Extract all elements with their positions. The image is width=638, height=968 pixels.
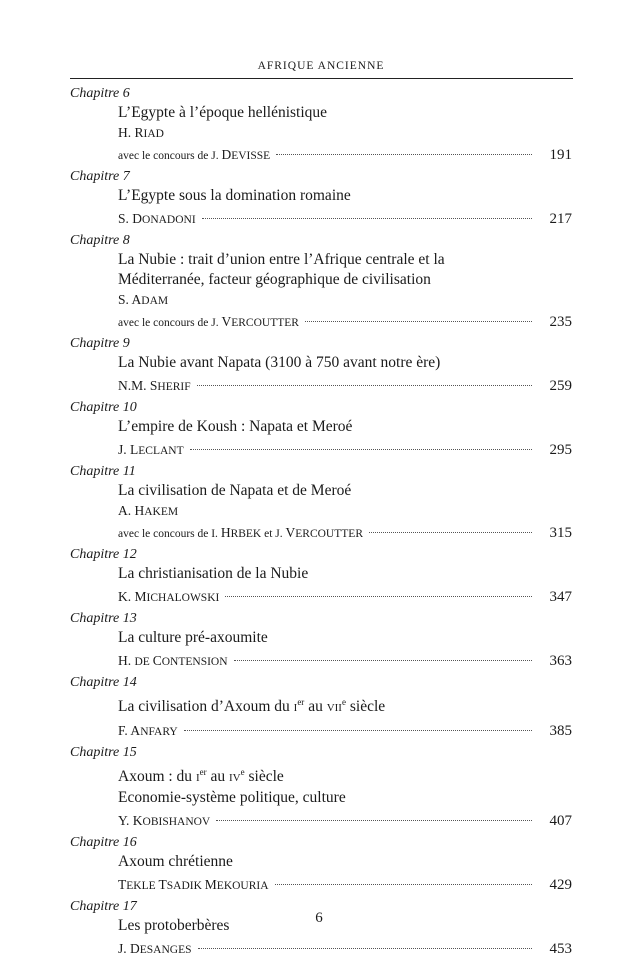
- toc-entry: [118, 936, 572, 961]
- toc-chapter: [70, 897, 572, 961]
- dot-leader: [216, 820, 532, 821]
- toc-entry: [118, 309, 572, 334]
- page-ref: 347: [549, 589, 572, 605]
- dot-leader: [275, 884, 532, 885]
- chapter-title: L’Egypte à l’époque hellénistique: [118, 104, 328, 121]
- chapter-label: Chapitre 14: [70, 675, 137, 690]
- chapter-title: Economie-système politique, culture: [118, 789, 346, 807]
- toc-entry: [118, 437, 572, 462]
- toc-entry: [118, 142, 572, 167]
- dot-leader: [198, 948, 532, 949]
- toc-chapter: [70, 462, 572, 545]
- page-ref: 407: [549, 813, 572, 830]
- toc-entry: [118, 648, 572, 673]
- chapter-title: La christianisation de la Nubie: [118, 565, 309, 582]
- entry-author: F. ANFARY: [118, 723, 178, 739]
- chapter-author: A. HAKEM: [118, 503, 179, 518]
- dot-leader: [197, 385, 532, 386]
- toc-chapter: [70, 673, 572, 743]
- dot-leader: [202, 218, 532, 219]
- chapter-title: Méditerranée, facteur géographique de civilisation: [118, 271, 431, 288]
- entry-author: N.M. SHERIF: [118, 378, 191, 393]
- entry-author: J. LECLANT: [118, 442, 184, 457]
- toc-entry: [118, 808, 572, 833]
- chapter-label: Chapitre 10: [70, 400, 137, 415]
- chapter-title: L’Egypte sous la domination romaine: [118, 187, 351, 204]
- chapter-author: H. RIAD: [118, 125, 164, 140]
- chapter-title: Axoum chrétienne: [118, 853, 233, 871]
- toc-chapter: [70, 231, 572, 334]
- dot-leader: [234, 660, 532, 661]
- toc-chapter: [70, 84, 572, 167]
- toc-chapter: [70, 545, 572, 609]
- dot-leader: [305, 321, 532, 322]
- chapter-title: La culture pré-axoumite: [118, 629, 268, 646]
- entry-author: J. DESANGES: [118, 941, 192, 957]
- chapter-title: La Nubie avant Napata (3100 à 750 avant notre ère): [118, 354, 441, 371]
- chapter-title: La civilisation de Napata et de Meroé: [118, 482, 352, 499]
- toc-chapter: [70, 334, 572, 398]
- dot-leader: [369, 532, 532, 533]
- chapter-label: Chapitre 8: [70, 233, 130, 248]
- page-ref: 315: [549, 525, 572, 541]
- entry-author: avec le concours de J. VERCOUTTER: [118, 314, 299, 329]
- toc-entry: [118, 373, 572, 398]
- dot-leader: [225, 596, 532, 597]
- toc-entry: [118, 584, 572, 609]
- toc-entry: [118, 718, 572, 743]
- chapter-label: Chapitre 13: [70, 611, 137, 626]
- running-header: AFRIQUE ANCIENNE: [257, 60, 385, 72]
- chapter-title: L’empire de Koush : Napata et Meroé: [118, 418, 353, 435]
- page-ref: 259: [549, 378, 572, 394]
- dot-leader: [190, 449, 532, 450]
- entry-author: avec le concours de J. DEVISSE: [118, 147, 271, 162]
- toc-entry: [118, 206, 572, 231]
- chapter-label: Chapitre 7: [70, 169, 130, 184]
- chapter-author: S. ADAM: [118, 292, 169, 307]
- page-ref: 235: [549, 314, 572, 330]
- chapter-title: Les protoberbères: [118, 917, 230, 935]
- toc-chapter: [70, 743, 572, 833]
- page-ref: 191: [549, 147, 572, 163]
- chapter-label: Chapitre 12: [70, 547, 137, 562]
- entry-author: avec le concours de I. HRBEK et J. VERCOUTTER: [118, 525, 363, 540]
- dot-leader: [184, 730, 532, 731]
- page-ref: 295: [549, 442, 572, 458]
- chapter-title: La Nubie : trait d’union entre l’Afrique centrale et la: [118, 251, 445, 268]
- entry-author: S. DONADONI: [118, 211, 196, 226]
- chapter-title: La civilisation d’Axoum du Ier au VIIe siècle: [118, 697, 386, 716]
- page-number: 6: [315, 910, 323, 926]
- page-ref: 453: [549, 941, 572, 958]
- chapter-label: Chapitre 9: [70, 336, 130, 351]
- chapter-label: Chapitre 11: [70, 464, 136, 479]
- toc-chapter: [70, 833, 572, 897]
- toc-entry: [118, 520, 572, 545]
- toc-chapter: [70, 398, 572, 462]
- table-of-contents: [70, 84, 572, 961]
- chapter-label: Chapitre 17: [70, 899, 137, 915]
- header-rule: [70, 78, 573, 79]
- page-ref: 429: [549, 877, 572, 894]
- chapter-title: Axoum : du Ier au IVe siècle: [118, 767, 284, 786]
- chapter-label: Chapitre 16: [70, 835, 137, 851]
- toc-entry: [118, 872, 572, 897]
- chapter-label: Chapitre 6: [70, 86, 130, 101]
- entry-author: TEKLE TSADIK MEKOURIA: [118, 877, 269, 893]
- toc-chapter: [70, 167, 572, 231]
- entry-author: Y. KOBISHANOV: [118, 813, 211, 829]
- entry-author: H. DE CONTENSION: [118, 653, 228, 668]
- page-ref: 363: [549, 653, 572, 669]
- chapter-label: Chapitre 15: [70, 745, 137, 761]
- page-ref: 217: [549, 211, 572, 227]
- entry-author: K. MICHALOWSKI: [118, 589, 220, 604]
- page-ref: 385: [549, 723, 572, 740]
- toc-chapter: [70, 609, 572, 673]
- dot-leader: [276, 154, 532, 155]
